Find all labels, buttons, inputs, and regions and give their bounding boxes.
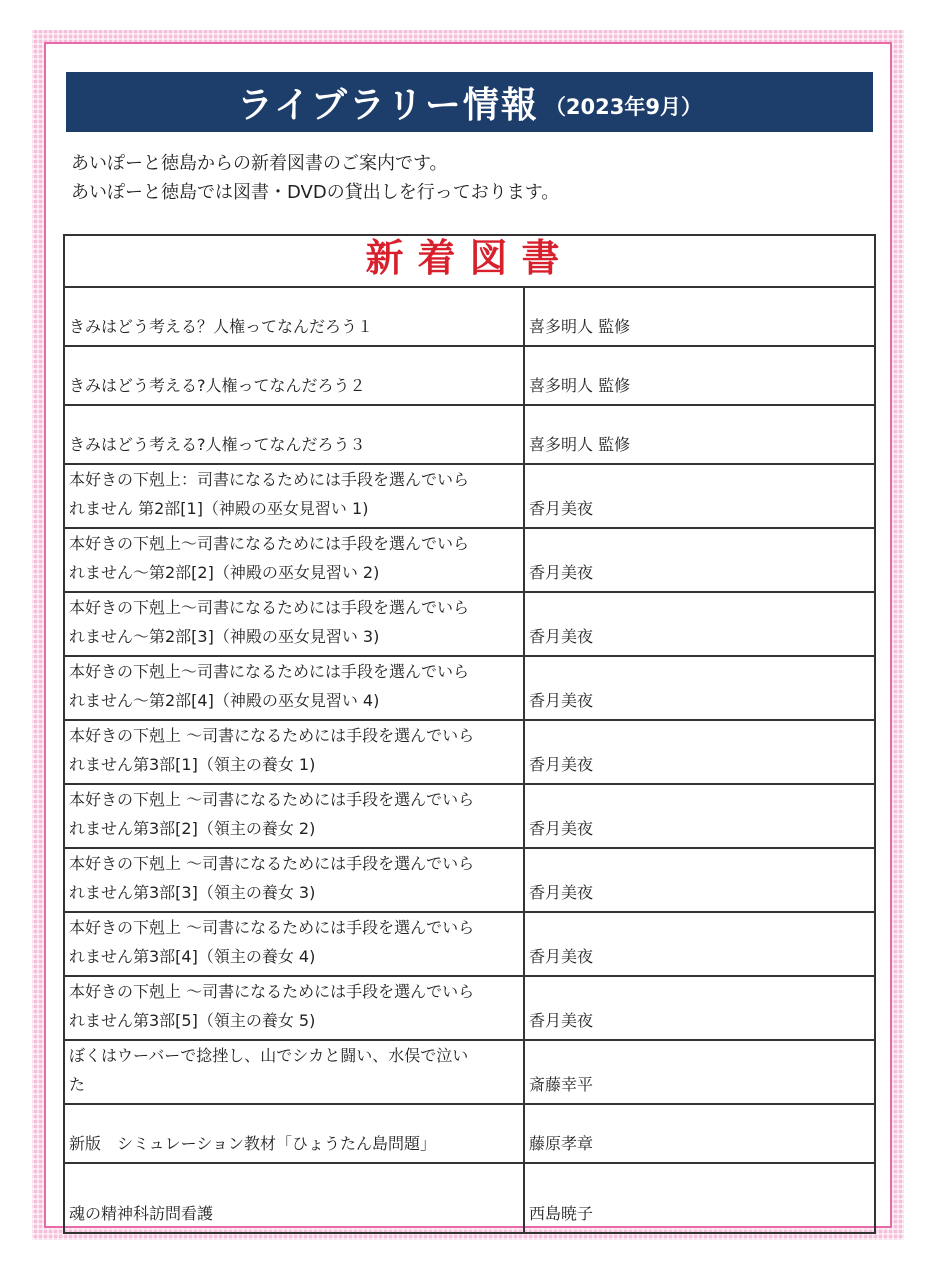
book-author: 香月美夜 xyxy=(529,947,594,966)
book-title-cell xyxy=(64,976,524,1040)
table-row xyxy=(64,1040,875,1104)
book-author-cell xyxy=(524,1104,875,1163)
book-title-line: れません第3部[5]（領主の養女 5) xyxy=(69,1011,316,1030)
book-author: 香月美夜 xyxy=(529,755,594,774)
intro-line-2: あいぽーと徳島では図書・DVDの貸出しを行っております。 xyxy=(71,182,560,203)
book-author-cell xyxy=(524,346,875,405)
book-title-line: 本好きの下剋上 ～司書になるためには手段を選んでいら xyxy=(69,726,475,745)
book-title-line: きみはどう考える?人権ってなんだろう３ xyxy=(69,435,366,454)
book-title-line: れません第3部[4]（領主の養女 4) xyxy=(69,947,316,966)
book-title-line: れません～第2部[4]（神殿の巫女見習い 4) xyxy=(69,691,380,710)
book-author-cell xyxy=(524,912,875,976)
book-title-line: 本好きの下剋上～司書になるためには手段を選んでいら xyxy=(69,534,470,553)
table-row xyxy=(64,592,875,656)
table-row xyxy=(64,464,875,528)
book-author-cell xyxy=(524,592,875,656)
book-title-cell xyxy=(64,720,524,784)
book-title-line: ぼくはウーバーで捻挫し、山でシカと闘い、水俣で泣い xyxy=(69,1046,469,1065)
book-author: 香月美夜 xyxy=(529,563,594,582)
book-title-cell xyxy=(64,1040,524,1104)
table-row xyxy=(64,784,875,848)
book-title-line: 本好きの下剋上～司書になるためには手段を選んでいら xyxy=(69,598,470,617)
book-title-line: 新版 シミュレーション教材「ひょうたん島問題」 xyxy=(69,1134,437,1153)
book-title-line: 本好きの下剋上 ～司書になるためには手段を選んでいら xyxy=(69,918,475,937)
table-row xyxy=(64,346,875,405)
table-row xyxy=(64,1104,875,1163)
book-author: 斎藤幸平 xyxy=(529,1075,594,1094)
book-title-cell xyxy=(64,405,524,464)
table-row xyxy=(64,912,875,976)
book-title-cell xyxy=(64,1104,524,1163)
book-title-line: れません第3部[3]（領主の養女 3) xyxy=(69,883,316,902)
book-title-line: れません第3部[1]（領主の養女 1) xyxy=(69,755,316,774)
book-title-cell xyxy=(64,592,524,656)
book-author-cell xyxy=(524,1163,875,1233)
book-title-line: た xyxy=(69,1075,86,1094)
book-title-line: 本好きの下剋上 ～司書になるためには手段を選んでいら xyxy=(69,854,475,873)
book-title-cell xyxy=(64,1163,524,1233)
book-author-cell xyxy=(524,656,875,720)
book-title-cell xyxy=(64,656,524,720)
book-author: 喜多明人 監修 xyxy=(529,317,631,336)
book-author: 香月美夜 xyxy=(529,627,594,646)
book-title-line: 本好きの下剋上：司書になるためには手段を選んでいら xyxy=(69,470,470,489)
book-title-cell xyxy=(64,528,524,592)
book-title-line: 魂の精神科訪問看護 xyxy=(69,1204,214,1223)
book-author-cell xyxy=(524,848,875,912)
book-author-cell xyxy=(524,720,875,784)
book-title-line: 本好きの下剋上～司書になるためには手段を選んでいら xyxy=(69,662,470,681)
book-title-line: きみはどう考える？人権ってなんだろう１ xyxy=(69,317,374,336)
new-books-table xyxy=(63,234,876,1234)
book-author: 香月美夜 xyxy=(529,691,594,710)
book-title-line: れません～第2部[3]（神殿の巫女見習い 3) xyxy=(69,627,380,646)
book-author-cell xyxy=(524,464,875,528)
book-author: 藤原孝章 xyxy=(529,1134,594,1153)
book-author: 香月美夜 xyxy=(529,499,594,518)
book-author: 喜多明人 監修 xyxy=(529,376,631,395)
table-row xyxy=(64,976,875,1040)
book-author: 香月美夜 xyxy=(529,883,594,902)
book-author-cell xyxy=(524,528,875,592)
book-title-cell xyxy=(64,287,524,346)
page-title-banner xyxy=(66,72,873,132)
intro-line-1: あいぽーと徳島からの新着図書のご案内です。 xyxy=(71,153,448,174)
book-author-cell xyxy=(524,405,875,464)
book-title-cell xyxy=(64,346,524,405)
book-author: 香月美夜 xyxy=(529,1011,594,1030)
book-title-cell xyxy=(64,464,524,528)
book-title-line: れません～第2部[2]（神殿の巫女見習い 2) xyxy=(69,563,380,582)
book-author: 喜多明人 監修 xyxy=(529,435,631,454)
table-row xyxy=(64,656,875,720)
book-title-line: 本好きの下剋上 ～司書になるためには手段を選んでいら xyxy=(69,790,475,809)
book-author: 西島暁子 xyxy=(529,1204,594,1223)
book-title-cell xyxy=(64,848,524,912)
table-row xyxy=(64,528,875,592)
table-heading-cell xyxy=(64,235,875,287)
book-title-line: れません第3部[2]（領主の養女 2) xyxy=(69,819,316,838)
book-author-cell xyxy=(524,784,875,848)
book-title-line: れません 第2部[1]（神殿の巫女見習い 1) xyxy=(69,499,369,518)
book-title-cell xyxy=(64,912,524,976)
book-author: 香月美夜 xyxy=(529,819,594,838)
table-heading: 新着図書 xyxy=(365,234,574,280)
table-heading-row xyxy=(64,235,875,287)
book-title-line: 本好きの下剋上 ～司書になるためには手段を選んでいら xyxy=(69,982,475,1001)
book-author-cell xyxy=(524,287,875,346)
table-row xyxy=(64,287,875,346)
table-row xyxy=(64,1163,875,1233)
table-row xyxy=(64,848,875,912)
book-title-line: きみはどう考える?人権ってなんだろう２ xyxy=(69,376,366,395)
book-title-cell xyxy=(64,784,524,848)
table-row xyxy=(64,405,875,464)
book-author-cell xyxy=(524,1040,875,1104)
page-title: ライブラリー情報 xyxy=(237,84,539,126)
page-subtitle-date: （2023年9月） xyxy=(544,95,702,119)
table-row xyxy=(64,720,875,784)
book-author-cell xyxy=(524,976,875,1040)
intro-text xyxy=(71,149,559,207)
